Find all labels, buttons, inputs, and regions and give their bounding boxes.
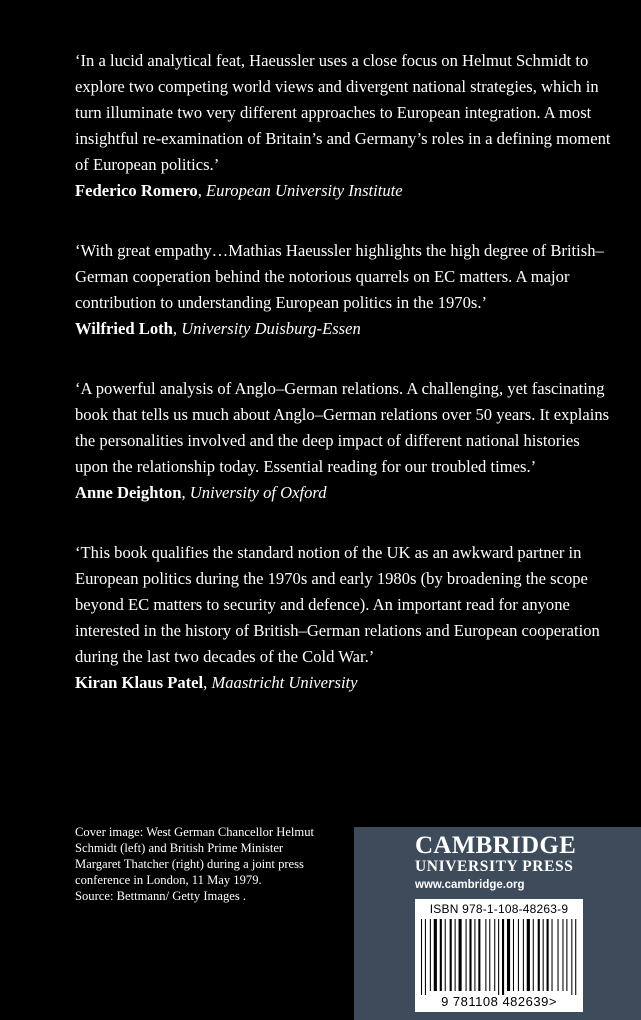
barcode-bar <box>430 919 431 991</box>
barcode-bar <box>498 919 499 995</box>
barcode-bar <box>489 919 490 991</box>
credit-line: conference in London, 11 May 1979. <box>75 873 262 887</box>
publisher-logo: CAMBRIDGE <box>415 832 577 859</box>
credit-line: Schmidt (left) and British Prime Minister <box>75 841 284 855</box>
barcode-bar <box>450 919 452 991</box>
barcode-bar <box>527 919 530 991</box>
barcode-bar <box>459 919 462 991</box>
credit-line: Margaret Thatcher (right) during a joint press <box>75 857 304 871</box>
endorsement-2 <box>75 238 615 342</box>
barcode-bar <box>478 919 480 991</box>
barcode-bar <box>425 919 426 995</box>
endorsement-4 <box>75 540 615 696</box>
barcode-bar <box>469 919 471 991</box>
barcode-bar <box>571 919 572 995</box>
reviewer-name: Wilfried Loth <box>75 319 173 338</box>
endorsement-3 <box>75 376 615 506</box>
isbn-label: ISBN 978-1-108-48263-9 <box>429 902 569 916</box>
barcode-bar <box>434 919 437 991</box>
barcode-bar <box>538 919 540 991</box>
reviewer-name: Federico Romero <box>75 181 198 200</box>
barcode-bar <box>455 919 456 991</box>
endorsements <box>75 48 615 730</box>
reviewer-name: Kiran Klaus Patel <box>75 673 204 692</box>
barcode-number <box>415 994 583 1010</box>
barcode-bar <box>421 919 422 995</box>
quote-text: ‘In a lucid analytical feat, Haeussler uses a close focus on Helmut Schmidt to explore two competing world views and divergent national strategies, which in turn illuminate two very different approaches to European integration. A most insightful re-examination of Britain’s and Germany’s roles in a defining moment of European politics.’ <box>75 51 611 174</box>
barcode-bar <box>558 919 559 991</box>
quote-attribution: Kiran Klaus Patel, Maastricht University <box>75 673 358 692</box>
barcode-bar <box>445 919 446 991</box>
endorsement-1 <box>75 48 615 204</box>
quote-attribution: Federico Romero, European University Institute <box>75 181 403 200</box>
quote-text: ‘With great empathy…Mathias Haeussler highlights the high degree of British–German cooperation behind the notorious quarrels on EC matters. A major contribution to understanding European politics in the 1970s.’ <box>75 241 604 312</box>
barcode-bar <box>494 919 495 991</box>
reviewer-institution: University of Oxford <box>189 483 327 502</box>
isbn-barcode-box <box>415 899 583 1012</box>
barcode-addon-mark: > <box>548 994 557 1009</box>
barcode-bar <box>552 919 553 991</box>
publisher-url: www.cambridge.org <box>415 879 525 891</box>
reviewer-institution: University Duisburg-Essen <box>181 319 361 338</box>
publisher-subtitle: UNIVERSITY PRESS <box>415 858 574 875</box>
barcode-bar <box>562 919 563 991</box>
reviewer-institution: European University Institute <box>206 181 403 200</box>
credit-line: Source: Bettmann/ Getty Images . <box>75 889 247 903</box>
publisher-panel <box>354 827 641 1020</box>
barcode-bar <box>466 919 467 991</box>
quote-attribution: Wilfried Loth, University Duisburg-Essen <box>75 319 361 338</box>
quote-attribution: Anne Deighton, University of Oxford <box>75 483 327 502</box>
barcode-bar <box>566 919 567 991</box>
barcode-bar <box>543 919 544 991</box>
barcode-bar <box>547 919 549 991</box>
barcode-bar <box>533 919 534 991</box>
barcode-bar <box>513 919 514 991</box>
quote-text: ‘This book qualifies the standard notion of the UK as an awkward partner in European politics during the 1970s and early 1980s (by broadening the scope beyond EC matters to security and defence). An important read for anyone interested in the history of British–German relations and European cooperation during the last two decades of the Cold War.’ <box>75 543 600 666</box>
barcode-bar <box>474 919 475 991</box>
reviewer-institution: Maastricht University <box>211 673 358 692</box>
barcode-bar <box>518 919 519 991</box>
barcode-bar <box>575 919 576 995</box>
barcode-bar <box>440 919 442 991</box>
reviewer-name: Anne Deighton <box>75 483 182 502</box>
barcode-bar <box>502 919 504 995</box>
quote-text: ‘A powerful analysis of Anglo–German relations. A challenging, yet fascinating book that tells us much about Anglo–German relations over 50 years. It explains the personalities involved and the deep impact of different national histories upon the relationship today. Essential reading for our troubled times.’ <box>75 379 610 476</box>
barcode-digits: 9 781108 482639 <box>441 994 549 1009</box>
cover-image-credit <box>75 824 350 904</box>
credit-line: Cover image: West German Chancellor Helmut <box>75 825 315 839</box>
barcode-bar <box>507 919 510 991</box>
barcode-bar <box>485 919 486 991</box>
barcode-bar <box>523 919 524 991</box>
barcode-icon <box>419 919 579 995</box>
